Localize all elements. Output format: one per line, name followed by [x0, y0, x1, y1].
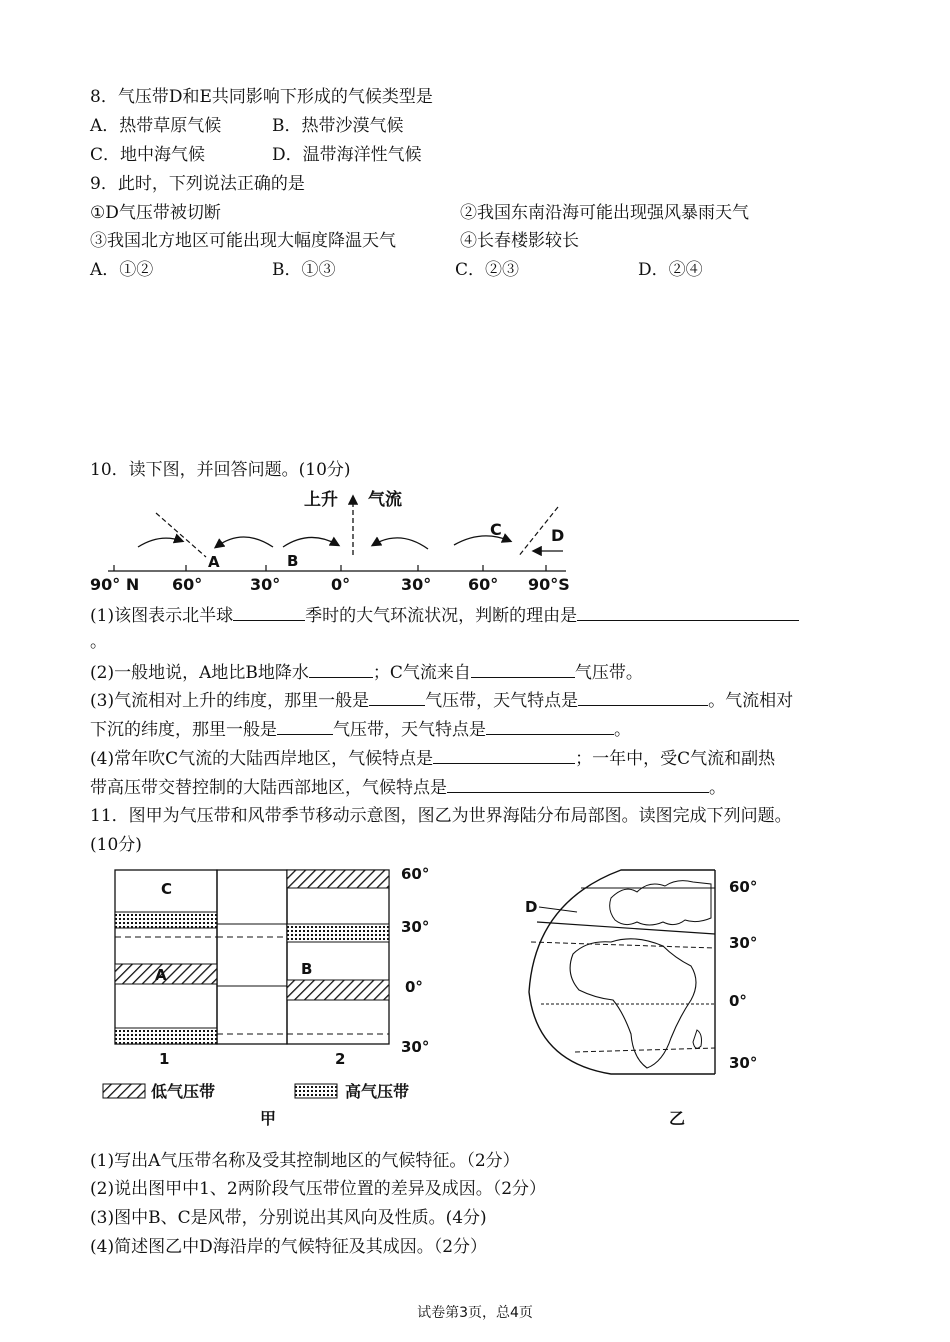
q11-yi-lat-60: 60°	[729, 878, 758, 896]
q11-jia-lat-30n: 30°	[401, 918, 430, 936]
q8-stem: 8．气压带D和E共同影响下形成的气候类型是	[90, 87, 433, 107]
q8-option-d: D．温带海洋性气候	[272, 145, 422, 165]
q10-wind-arrow-2	[216, 537, 273, 547]
q10-front-left	[156, 513, 206, 557]
q10-sub2: (2)一般地说，A地比B地降水 ；C气流来自 气压带。	[90, 663, 643, 683]
q10-axis-90n: 90° N	[90, 575, 140, 594]
q9-statement-4: ④长春楼影较长	[460, 231, 579, 251]
q9-stem: 9．此时，下列说法正确的是	[90, 174, 305, 194]
q11-yi-lat-30s: 30°	[729, 1054, 758, 1072]
q10-axis-30n: 30°	[250, 575, 281, 594]
q10-blank-1[interactable]	[233, 604, 305, 621]
q10-sub3-cont: 下沉的纬度，那里一般是 气压带，天气特点是 。	[90, 720, 631, 740]
q10-blank-9[interactable]	[433, 747, 575, 764]
q11-yi-europe-coast	[610, 881, 711, 925]
q11-yi-lat-0: 0°	[729, 992, 747, 1010]
q10-sub4: (4)常年吹C气流的大陆西岸地区，气候特点是 ；一年中，受C气流和副热	[90, 749, 776, 769]
q11-jia-legend-low: 低气压带	[151, 1082, 216, 1101]
q11-jia-caption: 甲	[260, 1109, 277, 1128]
q11-sub-1: (1)写出A气压带名称及受其控制地区的气候特征。（2分）	[90, 1151, 520, 1171]
q11-sub-2: (2)说出图甲中1、2两阶段气压带位置的差异及成因。（2分）	[90, 1179, 547, 1199]
q8-option-b: B．热带沙漠气候	[272, 116, 404, 136]
q11-jia-stage-2: 2	[335, 1050, 346, 1068]
q10-blank-4[interactable]	[471, 661, 575, 678]
q11-jia-col1-high-south	[115, 1028, 217, 1044]
q11-stem-line1: 11．图甲为气压带和风带季节移动示意图，图乙为世界海陆分布局部图。读图完成下列问题。	[90, 806, 792, 826]
q10-blank-2[interactable]	[577, 604, 799, 621]
q11-jia-legend-high: 高气压带	[345, 1082, 410, 1101]
q11-jia-legend-low-swatch	[103, 1084, 145, 1098]
q10-letter-c: C	[490, 520, 502, 539]
q10-sub1-end: 。	[90, 632, 107, 652]
q11-yi-africa-coast	[570, 939, 696, 1068]
page-footer: 试卷第3页，总4页	[417, 1305, 533, 1321]
q8-option-a: A．热带草原气候	[90, 116, 222, 136]
q11-jia-middle-column	[217, 870, 287, 1044]
q11-fig-yi	[515, 862, 805, 1132]
q10-blank-5[interactable]	[369, 689, 425, 706]
q10-axis-60s: 60°	[468, 575, 499, 594]
q10-sub3: (3)气流相对上升的纬度，那里一般是 气压带，天气特点是 。气流相对	[90, 691, 794, 711]
q10-axis-30s: 30°	[401, 575, 432, 594]
q9-statement-3: ③我国北方地区可能出现大幅度降温天气	[90, 231, 396, 251]
q10-sub4-cont: 带高压带交替控制的大陆西部地区，气候特点是 。	[90, 778, 726, 798]
q11-jia-lat-60: 60°	[401, 865, 430, 883]
q10-axis-0: 0°	[331, 575, 351, 594]
q8-option-c: C．地中海气候	[90, 145, 206, 165]
q11-jia-letter-a: A	[155, 966, 167, 984]
q10-wind-arrow-3	[283, 537, 338, 547]
q9-option-a: A．①②	[90, 260, 154, 280]
q10-blank-8[interactable]	[486, 718, 614, 735]
q11-jia-letter-c: C	[161, 880, 173, 898]
q11-yi-globe-outline	[529, 870, 715, 1074]
q10-blank-6[interactable]	[578, 689, 708, 706]
q11-yi-madagascar	[693, 1030, 702, 1048]
q10-axis-90s: 90°S	[528, 575, 570, 594]
q11-jia-legend-high-swatch	[295, 1084, 337, 1098]
q9-option-c: C．②③	[455, 260, 520, 280]
q11-jia-column-2	[287, 870, 389, 1044]
q9-option-d: D．②④	[638, 260, 703, 280]
q11-jia-col2-low-equator	[287, 980, 389, 1000]
q10-axis-60n: 60°	[172, 575, 203, 594]
q10-label-rising: 上升	[304, 490, 338, 510]
q10-stem: 10．读下图，并回答问题。(10分)	[90, 460, 351, 480]
q11-yi-lat-30n: 30°	[729, 934, 758, 952]
q11-stem-line2: (10分)	[90, 835, 142, 855]
q10-wind-arrow-4	[373, 538, 428, 549]
q9-statement-2: ②我国东南沿海可能出现强风暴雨天气	[460, 203, 749, 223]
q11-yi-letter-d: D	[525, 898, 538, 916]
q9-statement-1: ①D气压带被切断	[90, 203, 221, 223]
q11-yi-caption: 乙	[669, 1109, 686, 1128]
q10-blank-7[interactable]	[277, 718, 333, 735]
q11-jia-col2-high-north	[287, 924, 389, 942]
q10-sub1: (1)该图表示北半球 季时的大气环流状况，判断的理由是	[90, 604, 799, 627]
q11-fig-jia	[95, 862, 485, 1132]
q9-option-b: B．①③	[272, 260, 336, 280]
q11-jia-lat-30s: 30°	[401, 1038, 430, 1056]
q10-blank-10[interactable]	[447, 776, 709, 793]
q11-sub-4: (4)简述图乙中D海沿岸的气候特征及其成因。（2分）	[90, 1237, 488, 1257]
q10-wind-arrow-1	[138, 538, 182, 547]
q10-circulation-diagram	[88, 485, 588, 597]
q11-jia-lat-0: 0°	[405, 978, 423, 996]
q10-label-airflow: 气流	[368, 490, 402, 510]
q11-jia-col1-high-north	[115, 912, 217, 928]
q10-blank-3[interactable]	[309, 661, 373, 678]
q10-letter-a: A	[208, 553, 220, 571]
q10-letter-d: D	[551, 526, 565, 545]
q10-letter-b: B	[287, 552, 299, 570]
q11-jia-letter-b: B	[301, 960, 313, 978]
q11-jia-col2-low-north	[287, 870, 389, 888]
q11-jia-stage-1: 1	[159, 1050, 170, 1068]
q11-sub-3: (3)图中B、C是风带，分别说出其风向及性质。(4分)	[90, 1208, 487, 1228]
